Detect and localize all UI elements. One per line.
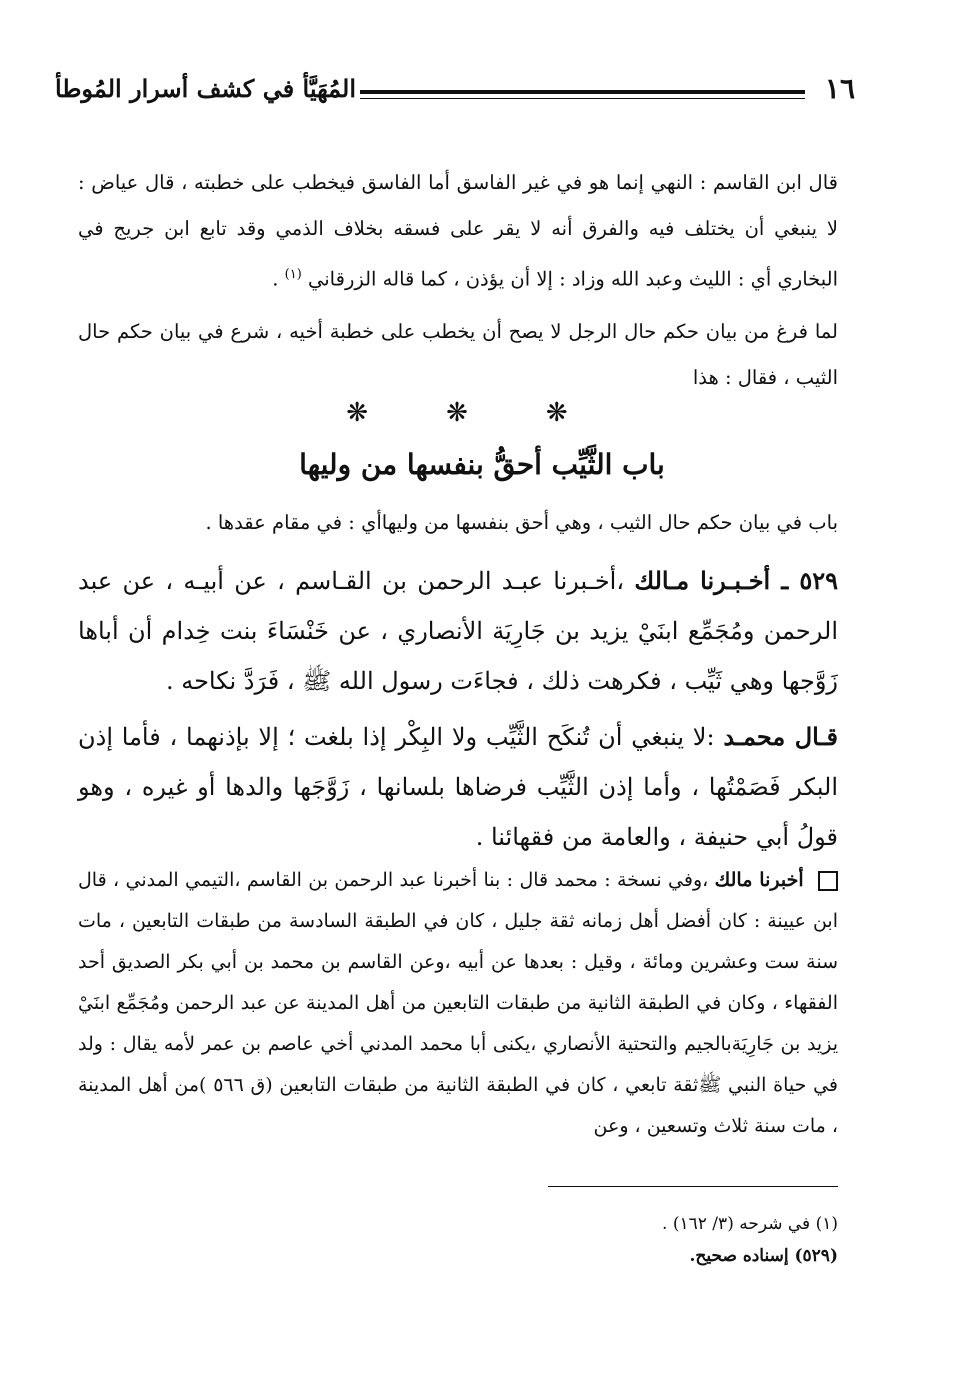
star-icon: ❋ bbox=[346, 398, 419, 428]
page-number: ١٦ bbox=[824, 72, 855, 105]
header-rule bbox=[360, 90, 805, 94]
square-box-icon bbox=[818, 871, 838, 891]
intro-section bbox=[78, 160, 838, 401]
commentary-paragraph bbox=[78, 860, 838, 1147]
footnote-rule bbox=[548, 1186, 838, 1187]
hadith-number-label: ٥٢٩ ـ أخـبـرنا مـالك bbox=[634, 566, 838, 595]
footnotes bbox=[540, 1208, 838, 1272]
book-title: المُهَيَّأ في كشف أسرار المُوطأ bbox=[55, 74, 356, 103]
intro-paragraph-1-text: قال ابن القاسم : النهي إنما هو في غير الفاسق أما الفاسق فيخطب على خطبته ، قال عياض : لا ينبغي أن يختلف فيه والفرق أنه لا يقر على فسقه بخلاف الذمي وقد تابع ابن جريج في البخاري أي : الليث وعبد الله وزاد : إلا أن يؤذن ، كما قاله الزرقاني bbox=[78, 171, 838, 291]
commentary-label: أخبرنا مالك bbox=[714, 869, 804, 891]
star-separator bbox=[0, 398, 964, 428]
footnote-ref: (١) bbox=[284, 267, 302, 282]
chapter-subtitle-block bbox=[78, 500, 838, 546]
intro-paragraph-2: لما فرغ من بيان حكم حال الرجل لا يصح أن يخطب على خطبة أخيه ، شرع في بيان حكم حال الثيب ، فقال : هذا bbox=[78, 319, 838, 389]
footnote-1: (١) في شرحه (٣/ ١٦٢) . bbox=[662, 1214, 838, 1234]
commentary-main-paragraph bbox=[78, 712, 838, 862]
commentary-main-label: قـال محمـد bbox=[723, 722, 838, 751]
commentary-main-block bbox=[78, 712, 838, 862]
page-header bbox=[55, 72, 855, 120]
hadith-paragraph bbox=[78, 556, 838, 706]
commentary-main-text: :لا ينبغي أن تُنكَح الثَّيِّب ولا البِكْر إذا بلغت ؛ إلا بإذنهما ، فأما إذن البكر فَصَمْتُها ، وأما إذن الثَّيِّب فرضاها بلسانها ، زَوَّجَها والدها أو غيره ، وهو قولُ أبي حنيفة ، والعامة من فقهائنا . bbox=[78, 723, 838, 851]
intro-paragraph-1 bbox=[78, 160, 838, 303]
star-icon: ❋ bbox=[545, 398, 618, 428]
commentary-block bbox=[78, 860, 838, 1147]
hadith-text: ،أخـبرنا عبـد الرحمن بن القـاسم ، عن أبيـه ، عن عبد الرحمن ومُجَمِّع ابنَيْ يزيد بن جَارِيَة الأنصاري ، عن خَنْسَاءَ بنت خِدام أن أباها زَوَّجها وهي ثَيِّب ، فكرهت ذلك ، فجاءَت رسول الله ﷺ ، فَرَدَّ نكاحه . bbox=[78, 567, 838, 695]
chapter-subtitle: باب في بيان حكم حال الثيب ، وهي أحق بنفسها من وليهاأي : في مقام عقدها . bbox=[205, 511, 838, 534]
intro-paragraph-1-end: . bbox=[272, 267, 279, 291]
star-icon: ❋ bbox=[446, 398, 518, 428]
commentary-text: ،وفي نسخة : محمد قال : بنا أخبرنا عبد الرحمن بن القاسم ،التيمي المدني ، قال ابن عيينة : كان أفضل أهل زمانه ثقة جليل ، كان في الطبقة السادسة من طبقات التابعين ، مات سنة ست وعشرين ومائة ، وقيل : بعدها عن أبيه ،وعن القاسم بن محمد بن أبي بكر الصديق أحد الفقهاء ، وكان في الطبقة الثانية من طبقات التابعين من أهل المدينة عن عبد الرحمن ومُجَمِّع ابنَيْ يزيد بن جَارِيَةبالجيم والتحتية الأنصاري ،يكنى أبا محمد المدني أخي عاصم بن عمر لأمه يقال : ولد في حياة النبي ﷺثقة تابعي ، كان في الطبقة الثانية من طبقات التابعين (ق ٥٦٦ )من أهل المدينة ، مات سنة ثلاث وتسعين ، وعن bbox=[78, 869, 838, 1137]
chapter-title: باب الثَّيِّب أحقُّ بنفسها من وليها bbox=[299, 448, 665, 481]
hadith-block bbox=[78, 556, 838, 706]
footnote-2: (٥٢٩) إسناده صحيح. bbox=[689, 1246, 838, 1266]
